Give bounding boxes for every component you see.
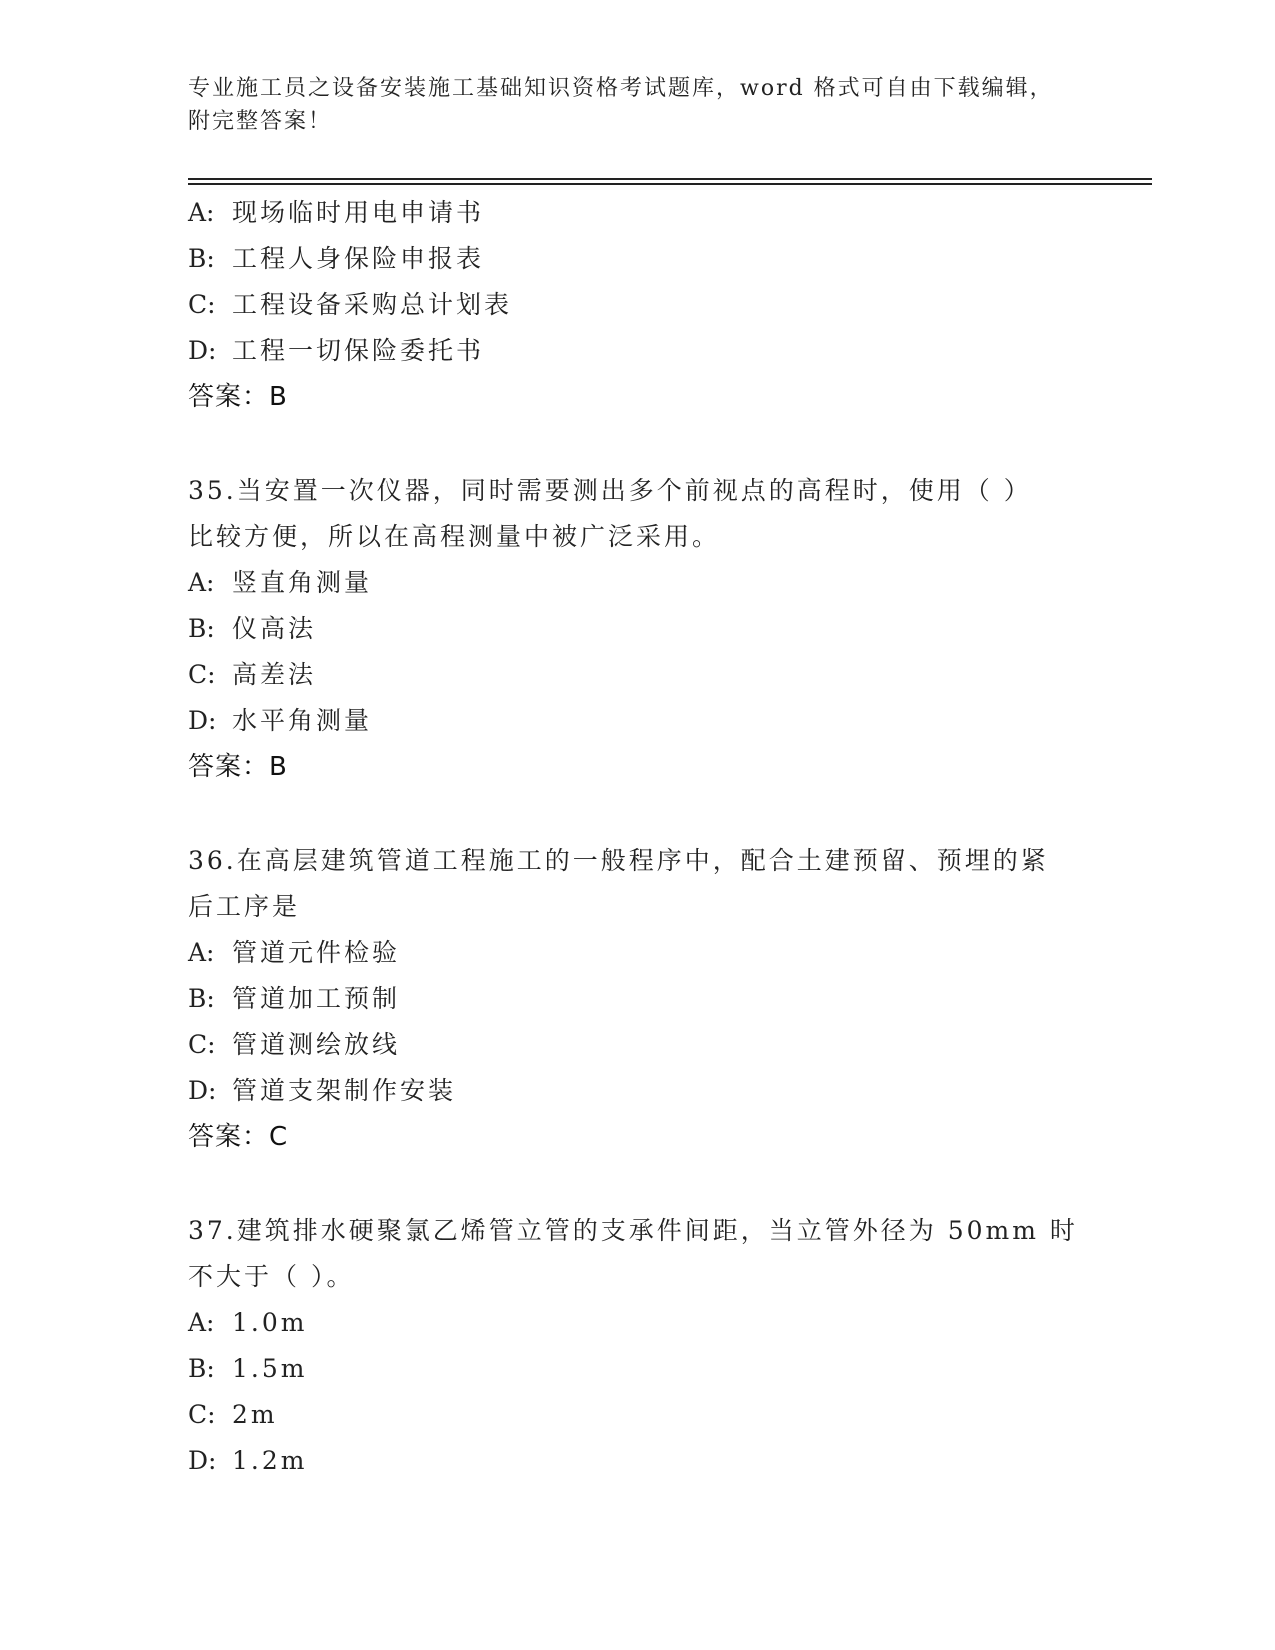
option-b	[188, 976, 1088, 1022]
question-text-line-2: 不大于（ ）。	[188, 1262, 355, 1291]
question-37	[188, 1208, 1088, 1484]
option-a	[188, 190, 1088, 236]
question-34	[188, 190, 1088, 420]
document-header	[188, 72, 1088, 138]
option-label: A:	[188, 938, 215, 967]
option-label: C:	[188, 660, 216, 689]
option-label: B:	[188, 244, 215, 273]
option-a	[188, 930, 1088, 976]
option-d	[188, 328, 1088, 374]
option-b	[188, 1346, 1088, 1392]
question-35	[188, 468, 1088, 790]
option-text: 2m	[232, 1400, 278, 1429]
option-text: 1.5m	[232, 1354, 308, 1383]
option-text: 1.0m	[232, 1308, 308, 1337]
option-label: A:	[188, 568, 215, 597]
option-label: B:	[188, 984, 215, 1013]
option-label: A:	[188, 198, 215, 227]
header-line-2: 附完整答案！	[188, 109, 333, 134]
option-label: D:	[188, 1446, 217, 1475]
option-text: 管道元件检验	[232, 938, 401, 967]
option-c	[188, 1392, 1088, 1438]
option-text: 工程一切保险委托书	[232, 336, 485, 365]
option-text: 管道加工预制	[232, 984, 401, 1013]
answer: 答案：B	[188, 382, 288, 412]
answer: 答案：C	[188, 1122, 289, 1152]
option-text: 管道测绘放线	[232, 1030, 401, 1059]
option-label: B:	[188, 614, 215, 643]
option-label: D:	[188, 1076, 217, 1105]
document-body	[188, 190, 1088, 1484]
option-d	[188, 698, 1088, 744]
option-a	[188, 560, 1088, 606]
question-36	[188, 838, 1088, 1160]
header-divider-bottom	[188, 183, 1152, 185]
option-label: B:	[188, 1354, 215, 1383]
option-text: 1.2m	[232, 1446, 308, 1475]
option-label: D:	[188, 706, 217, 735]
header-line-1: 专业施工员之设备安装施工基础知识资格考试题库，word 格式可自由下载编辑，	[188, 76, 1054, 101]
option-label: C:	[188, 1400, 216, 1429]
question-text-line-2: 后工序是	[188, 892, 301, 921]
option-text: 仪高法	[232, 614, 317, 643]
option-text: 工程人身保险申报表	[232, 244, 485, 273]
option-c	[188, 282, 1088, 328]
option-b	[188, 236, 1088, 282]
option-text: 管道支架制作安装	[232, 1076, 457, 1105]
option-label: D:	[188, 336, 217, 365]
option-text: 现场临时用电申请书	[232, 198, 485, 227]
answer: 答案：B	[188, 752, 288, 782]
option-text: 工程设备采购总计划表	[232, 290, 513, 319]
option-d	[188, 1068, 1088, 1114]
option-text: 水平角测量	[232, 706, 373, 735]
option-text: 竖直角测量	[232, 568, 373, 597]
option-label: C:	[188, 1030, 216, 1059]
question-text-line-1: 36.在高层建筑管道工程施工的一般程序中，配合土建预留、预埋的紧	[188, 846, 1049, 875]
header-divider-top	[188, 178, 1152, 180]
option-c	[188, 1022, 1088, 1068]
option-c	[188, 652, 1088, 698]
option-d	[188, 1438, 1088, 1484]
option-b	[188, 606, 1088, 652]
option-text: 高差法	[232, 660, 317, 689]
question-text-line-2: 比较方便，所以在高程测量中被广泛采用。	[188, 522, 721, 551]
option-label: A:	[188, 1308, 215, 1337]
question-text-line-1: 35.当安置一次仪器，同时需要测出多个前视点的高程时，使用（ ）	[188, 476, 1032, 505]
option-a	[188, 1300, 1088, 1346]
question-text-line-1: 37.建筑排水硬聚氯乙烯管立管的支承件间距，当立管外径为 50mm 时	[188, 1216, 1078, 1245]
option-label: C:	[188, 290, 216, 319]
